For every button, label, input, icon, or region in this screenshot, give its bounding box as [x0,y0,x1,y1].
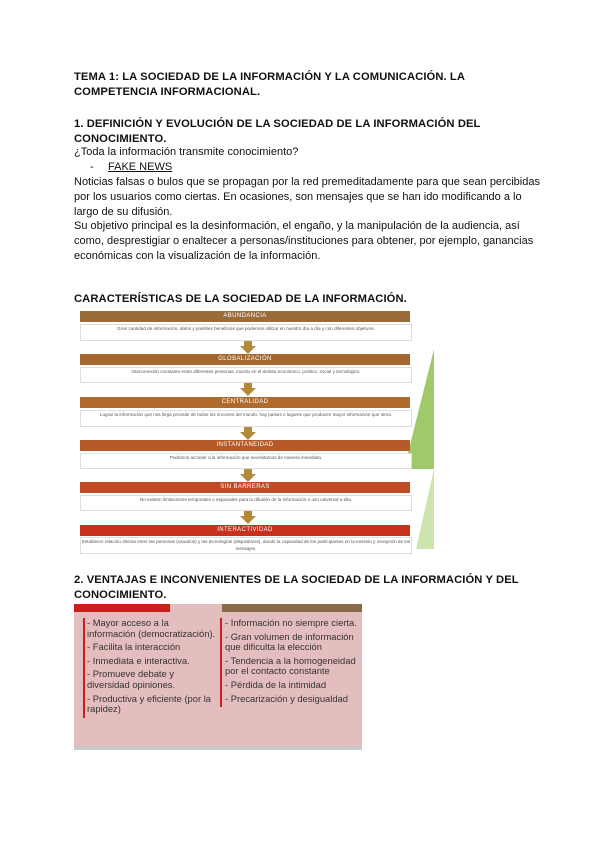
disadvantages-column [220,618,361,707]
advantages-disadvantages-box [74,604,362,750]
disadvantage-item: - Precarización y desigualdad [225,692,348,704]
disadvantage-item: - Pérdida de la intimidad [225,678,327,690]
section1-heading: 1. DEFINICIÓN Y EVOLUCIÓN DE LA SOCIEDAD DE LA INFORMACIÓN DEL CONOCIMIENTO. [74,118,481,145]
diagram-arrow-icon [240,474,256,482]
disadvantage-item: - Gran volumen de información que dificulta la elección [225,630,354,653]
box-shadow-bar [74,746,362,750]
disadvantage-item: - Tendencia a la homogeneidad por el contacto constante [225,654,356,677]
diagram-band-instantaneidad: INSTANTANEIDAD [80,440,410,451]
diagram-text-centralidad: Lograr la información que nos llega procede de todos los rincones del mundo, hay países o lugares que producen mayor información que otros. [80,410,412,427]
box-accent-bar [222,604,362,612]
diagram-text-abundancia: Gran cantidad de información, datos y posibles beneficios que podemos utilizar en nuestro día a día y con diferentes objetivos. [80,324,412,341]
document-title: TEMA 1: LA SOCIEDAD DE LA INFORMACIÓN Y LA COMUNICACIÓN. LA COMPETENCIA INFORMACIONAL. [74,71,465,98]
advantage-item: - Productiva y eficiente (por la rapidez) [87,692,212,715]
section2-heading: 2. VENTAJAS E INCONVENIENTES DE LA SOCIEDAD DE LA INFORMACIÓN Y DEL CONOCIMIENTO. [74,574,519,601]
diagram-band-globalizacion: GLOBALIZACIÓN [80,354,410,365]
advantage-item: - Inmediata e interactiva. [87,654,190,666]
diagram-decoration [416,469,434,549]
diagram-text-interactividad: Establecer relación directa entre las personas (usuarios) y las tecnologías (dispositivos), dando la capacidad de los participantes en la emisión y recepción de los mensajes. [80,537,412,554]
diagram-text-globalizacion: Interconexión constante entre diferentes personas, mundo en el ámbito económico, político, social y tecnológico. [80,367,412,383]
fake-news-bullet [90,160,172,175]
disadvantage-item: - Información no siempre cierta. [225,617,357,628]
bullet-dash: - [90,161,94,173]
diagram-band-abundancia: ABUNDANCIA [80,311,410,322]
fake-news-label: FAKE NEWS [108,161,173,173]
advantage-item: - Facilita la interacción [87,641,181,653]
diagram-text-instantaneidad: Podemos acceder a la información que necesitamos de manera inmediata. [80,453,412,469]
question-text: ¿Toda la información transmite conocimiento? [74,146,299,158]
diagram-arrow-icon [240,388,256,396]
paragraph-objective: Su objetivo principal es la desinformación, el engaño, y la manipulación de la audiencia, así como, desprestigiar o enaltecer a personas/instituciones para obtener, por ejemplo, ganancias económicas con la visualización de la información. [74,220,534,262]
diagram-arrow-icon [240,432,256,440]
advantage-item: - Mayor acceso a la información (democratización). [87,617,216,639]
characteristics-heading: CARACTERÍSTICAS DE LA SOCIEDAD DE LA INFORMACIÓN. [74,293,407,305]
diagram-band-interactividad: INTERACTIVIDAD [80,525,410,536]
advantage-item: - Promueve debate y diversidad opiniones. [87,668,176,690]
diagram-text-sin-barreras: No existen limitaciones temporales o espaciales para la difusión de la información o uso universal a ella. [80,495,412,511]
characteristics-diagram [74,309,434,554]
diagram-band-centralidad: CENTRALIDAD [80,397,410,408]
diagram-arrow-icon [240,346,256,354]
box-accent-bar [74,604,170,612]
diagram-band-sin-barreras: SIN BARRERAS [80,482,410,493]
paragraph-definition: Noticias falsas o bulos que se propagan por la red premeditadamente para que sean percibidas por los usuarios como ciertas. En ocasiones, son mensajes que se han ido modificando a lo largo de su difusión. [74,176,540,218]
diagram-arrow-icon [240,516,256,524]
advantages-column [83,618,217,718]
